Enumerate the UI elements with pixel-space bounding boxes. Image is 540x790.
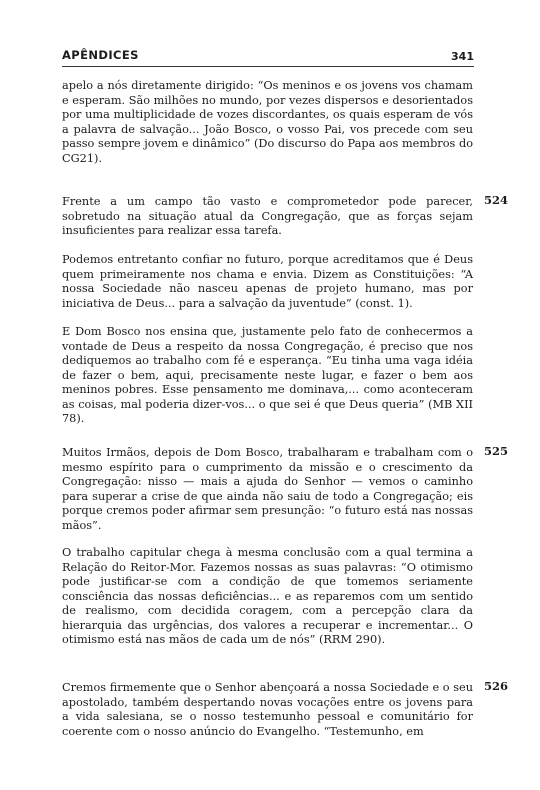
header-rule bbox=[62, 66, 474, 67]
margin-number: 525 bbox=[484, 444, 509, 458]
paragraph: apelo a nós diretamente dirigido: “Os meninos e os jovens vos chamam e esperam. São milhões no mundo, por vezes dispersos e desorientados por uma multiplicidade de vozes discordantes, os quais esperam de vós a palavra de salvação... João Bosco, o vosso Pai, vos precede com seu passo sempre jovem e dinâmico” (Do discurso do Papa aos membros do CG21). bbox=[62, 79, 473, 165]
paragraph: O trabalho capitular chega à mesma conclusão com a qual termina a Relação do Reitor-Mor. Fazemos nossas as suas palavras: “O otimismo pode justificar-se com a condição de que tomemos seriamente consciência das nossas deficiências... e as reparemos com um sentido de realismo, com decidida coragem, com a percepção clara da hierarquia das urgências, dos valores a recuperar e incrementar... O otimismo está nas mãos de cada um de nós” (RRM 290). bbox=[62, 546, 473, 646]
paragraph: Cremos firmemente que o Senhor abençoará a nossa Sociedade e o seu apostolado, também despertando novas vocações entre os jovens para a vida salesiana, se o nosso testemunho pessoal e comunitário for coerente com o nosso anúncio do Evangelho. “Testemunho, em bbox=[62, 681, 473, 738]
margin-number: 524 bbox=[484, 193, 509, 207]
paragraph: Muitos Irmãos, depois de Dom Bosco, trabalharam e trabalham com o mesmo espírito para o cumprimento da missão e o crescimento da Congregação: nisso — mais a ajuda do Senhor — vemos o caminho para superar a crise de que ainda não saiu de todo a Congregação; eis porque cremos poder afirmar sem presunção: “o futuro está nas nossas mãos”. bbox=[62, 446, 473, 532]
paragraph: Podemos entretanto confiar no futuro, porque acreditamos que é Deus quem primeiramente nos chama e envia. Dizem as Constituições: “A nossa Sociedade não nasceu apenas de projeto humano, mas por iniciativa de Deus... para a salvação da juventude” (const. 1). bbox=[62, 253, 473, 310]
running-header bbox=[62, 48, 474, 66]
margin-number: 526 bbox=[484, 679, 509, 693]
paragraph: E Dom Bosco nos ensina que, justamente pelo fato de conhecermos a vontade de Deus a respeito da nossa Congregação, é preciso que nos dediquemos ao trabalho com fé e esperança. “Eu tinha uma vaga idéia de fazer o bem, aqui, precisamente neste lugar, e fazer o bem aos meninos pobres. Esse pensamento me dominava,... como aconteceram as coisas, mal poderia dizer-vos... o que sei é que Deus queria” (MB XII 78). bbox=[62, 325, 473, 425]
page-number: 341 bbox=[451, 50, 474, 63]
section-title: APÊNDICES bbox=[62, 48, 139, 62]
paragraph: Frente a um campo tão vasto e comprometedor pode parecer, sobretudo na situação atual da Congregação, que as forças sejam insuficientes para realizar essa tarefa. bbox=[62, 195, 473, 237]
